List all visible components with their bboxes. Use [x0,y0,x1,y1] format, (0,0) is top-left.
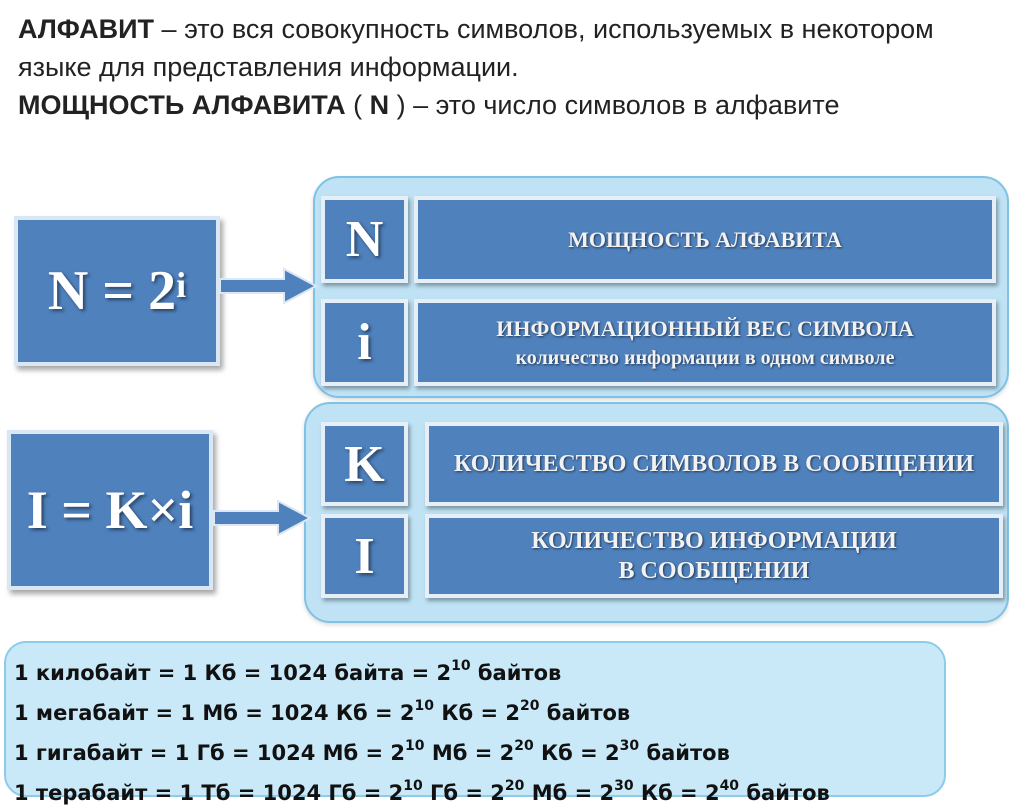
symbol-K [321,422,408,506]
formula-information-text: I = K×i [26,480,194,540]
units-box [4,641,946,805]
alphabet-power-definition: ) – это число символов в алфавите [389,90,840,120]
symbol-I [321,514,408,598]
symbol-label: N [345,211,384,268]
unit-exponent: 10 [403,778,423,794]
symbol-i [321,299,408,386]
description-subtitle: В СООБЩЕНИИ [618,558,810,584]
unit-exponent: 10 [405,738,425,754]
formula-power-base: N = 2 [47,260,177,322]
description-title: ИНФОРМАЦИОННЫЙ ВЕС СИМВОЛА [496,315,914,341]
description-title: КОЛИЧЕСТВО СИМВОЛОВ В СООБЩЕНИИ [453,450,975,477]
unit-text: 1 гигабайт = 1 Гб = 1024 Мб = 2 [14,741,406,765]
unit-exponent: 30 [614,778,634,794]
alphabet-power-term: МОЩНОСТЬ АЛФАВИТА [18,90,346,120]
arrow-right-icon [212,498,312,538]
unit-exponent: 20 [519,698,540,714]
unit-text: Мб = 2 [524,781,615,805]
unit-exponent: 40 [719,778,740,794]
unit-text: 1 мегабайт = 1 Мб = 1024 Кб = 2 [14,701,415,725]
unit-text: 1 терабайт = 1 Тб = 1024 Гб = 2 [14,781,404,805]
formula-information [7,430,213,590]
description-subtitle: количество информации в одном символе [515,346,895,369]
unit-text: байтов [539,701,631,725]
formula-power [14,216,220,366]
symbol-label: K [344,435,385,493]
unit-text: Мб = 2 [424,741,515,765]
symbol-N [321,196,408,283]
paren-open: ( [345,90,370,120]
arrow-right-icon [218,266,318,306]
unit-line-megabyte [14,691,944,731]
alphabet-definition: – это вся совокупность символов, используемых в некотором языке для представления информации. [18,14,934,82]
unit-text: Кб = 2 [633,781,720,805]
description-symbol-count [425,422,1003,506]
unit-text: байтов [470,661,562,685]
unit-exponent: 20 [514,738,534,754]
unit-line-kilobyte [14,651,944,691]
unit-exponent: 30 [619,738,640,754]
symbol-label: I [354,527,375,585]
description-alphabet-power [414,196,996,283]
unit-exponent: 10 [414,698,435,714]
unit-text: Гб = 2 [422,781,505,805]
unit-text: Кб = 2 [434,701,520,725]
description-message-information [425,514,1003,598]
unit-text: байтов [739,781,830,805]
symbol-label: i [357,314,372,371]
unit-exponent: 10 [451,658,471,674]
unit-text: байтов [639,741,730,765]
description-symbol-weight [414,299,996,386]
description-title: МОЩНОСТЬ АЛФАВИТА [568,226,842,252]
formula-power-exponent: i [176,265,187,305]
description-title: КОЛИЧЕСТВО ИНФОРМАЦИИ [531,528,897,554]
unit-exponent: 20 [504,778,525,794]
unit-text: 1 килобайт = 1 Кб = 1024 байта = 2 [14,661,452,685]
unit-text: Кб = 2 [533,741,620,765]
alphabet-term: АЛФАВИТ [18,14,155,44]
unit-line-gigabyte [14,731,944,771]
n-symbol: N [369,90,390,120]
unit-line-terabyte [14,771,944,811]
definitions-text [18,10,998,124]
